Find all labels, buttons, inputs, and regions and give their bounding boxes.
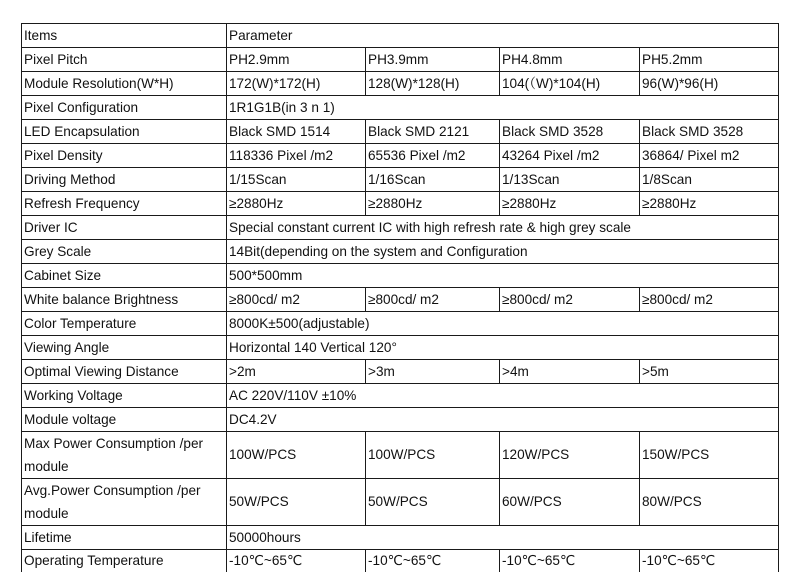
cell-value: ≥800cd/ m2 xyxy=(227,288,366,312)
cell-value: 96(W)*96(H) xyxy=(640,72,779,96)
row-refresh-frequency xyxy=(22,192,779,216)
cell-value: 150W/PCS xyxy=(640,432,779,479)
cell-value: 1/8Scan xyxy=(640,168,779,192)
cell-value: Parameter xyxy=(227,24,779,48)
row-label: Color Temperature xyxy=(22,312,227,336)
row-module-resolution xyxy=(22,72,779,96)
row-lifetime xyxy=(22,526,779,550)
cell-value: 128(W)*128(H) xyxy=(366,72,500,96)
cell-value: Special constant current IC with high refresh rate & high grey scale xyxy=(227,216,779,240)
cell-value: 104(（W)*104(H) xyxy=(500,72,640,96)
cell-value: 8000K±500(adjustable) xyxy=(227,312,779,336)
cell-value: 1R1G1B(in 3 n 1) xyxy=(227,96,779,120)
cell-value: 100W/PCS xyxy=(227,432,366,479)
cell-value: Horizontal 140 Vertical 120° xyxy=(227,336,779,360)
cell-value: 1/15Scan xyxy=(227,168,366,192)
row-pixel-density xyxy=(22,144,779,168)
row-pixel-configuration xyxy=(22,96,779,120)
cell-value: 50W/PCS xyxy=(366,479,500,526)
cell-value: -10℃~65℃ xyxy=(227,550,366,572)
row-label: Module Resolution(W*H) xyxy=(22,72,227,96)
row-label: White balance Brightness xyxy=(22,288,227,312)
cell-value: 172(W)*172(H) xyxy=(227,72,366,96)
row-label: Driving Method xyxy=(22,168,227,192)
cell-value: Black SMD 1514 xyxy=(227,120,366,144)
row-label: Operating Temperature xyxy=(22,550,227,572)
row-label: Lifetime xyxy=(22,526,227,550)
cell-value: 118336 Pixel /m2 xyxy=(227,144,366,168)
cell-value: 500*500mm xyxy=(227,264,779,288)
row-label: Refresh Frequency xyxy=(22,192,227,216)
cell-value: 60W/PCS xyxy=(500,479,640,526)
row-label: Driver IC xyxy=(22,216,227,240)
row-label: Optimal Viewing Distance xyxy=(22,360,227,384)
row-label: Max Power Consumption /per module xyxy=(22,432,227,479)
row-viewing-angle xyxy=(22,336,779,360)
cell-value: Black SMD 3528 xyxy=(640,120,779,144)
cell-value: -10℃~65℃ xyxy=(366,550,500,572)
row-items xyxy=(22,24,779,48)
cell-value: 80W/PCS xyxy=(640,479,779,526)
cell-value: 1/13Scan xyxy=(500,168,640,192)
cell-value: ≥2880Hz xyxy=(640,192,779,216)
cell-value: ≥800cd/ m2 xyxy=(500,288,640,312)
cell-value: >5m xyxy=(640,360,779,384)
row-label: Pixel Pitch xyxy=(22,48,227,72)
row-label: Items xyxy=(22,24,227,48)
row-max-power-consumption xyxy=(22,432,779,479)
cell-value: >4m xyxy=(500,360,640,384)
cell-value: -10℃~65℃ xyxy=(500,550,640,572)
row-label: Cabinet Size xyxy=(22,264,227,288)
cell-value: 50000hours xyxy=(227,526,779,550)
row-color-temperature xyxy=(22,312,779,336)
row-grey-scale xyxy=(22,240,779,264)
cell-value: 36864/ Pixel m2 xyxy=(640,144,779,168)
cell-value: -10℃~65℃ xyxy=(640,550,779,572)
row-label: Working Voltage xyxy=(22,384,227,408)
row-pixel-pitch xyxy=(22,48,779,72)
spec-table xyxy=(21,23,779,572)
row-label: LED Encapsulation xyxy=(22,120,227,144)
cell-value: 50W/PCS xyxy=(227,479,366,526)
row-led-encapsulation xyxy=(22,120,779,144)
cell-value: >3m xyxy=(366,360,500,384)
row-avg-power-consumption xyxy=(22,479,779,526)
row-driving-method xyxy=(22,168,779,192)
row-label: Grey Scale xyxy=(22,240,227,264)
cell-value: Black SMD 2121 xyxy=(366,120,500,144)
cell-value: 65536 Pixel /m2 xyxy=(366,144,500,168)
cell-value: PH3.9mm xyxy=(366,48,500,72)
row-label: Module voltage xyxy=(22,408,227,432)
row-label: Pixel Density xyxy=(22,144,227,168)
cell-value: Black SMD 3528 xyxy=(500,120,640,144)
cell-value: PH2.9mm xyxy=(227,48,366,72)
row-label: Viewing Angle xyxy=(22,336,227,360)
cell-value: ≥2880Hz xyxy=(366,192,500,216)
row-label: Avg.Power Consumption /per module xyxy=(22,479,227,526)
row-white-balance-brightness xyxy=(22,288,779,312)
cell-value: ≥800cd/ m2 xyxy=(640,288,779,312)
row-working-voltage xyxy=(22,384,779,408)
cell-value: PH5.2mm xyxy=(640,48,779,72)
cell-value: 100W/PCS xyxy=(366,432,500,479)
row-module-voltage xyxy=(22,408,779,432)
cell-value: 43264 Pixel /m2 xyxy=(500,144,640,168)
row-operating-temperature xyxy=(22,550,779,572)
row-optimal-viewing-distance xyxy=(22,360,779,384)
cell-value: ≥800cd/ m2 xyxy=(366,288,500,312)
cell-value: AC 220V/110V ±10% xyxy=(227,384,779,408)
row-cabinet-size xyxy=(22,264,779,288)
row-label: Pixel Configuration xyxy=(22,96,227,120)
cell-value: 14Bit(depending on the system and Configuration xyxy=(227,240,779,264)
cell-value: DC4.2V xyxy=(227,408,779,432)
cell-value: >2m xyxy=(227,360,366,384)
row-driver-ic xyxy=(22,216,779,240)
cell-value: 120W/PCS xyxy=(500,432,640,479)
cell-value: ≥2880Hz xyxy=(227,192,366,216)
cell-value: PH4.8mm xyxy=(500,48,640,72)
cell-value: ≥2880Hz xyxy=(500,192,640,216)
cell-value: 1/16Scan xyxy=(366,168,500,192)
